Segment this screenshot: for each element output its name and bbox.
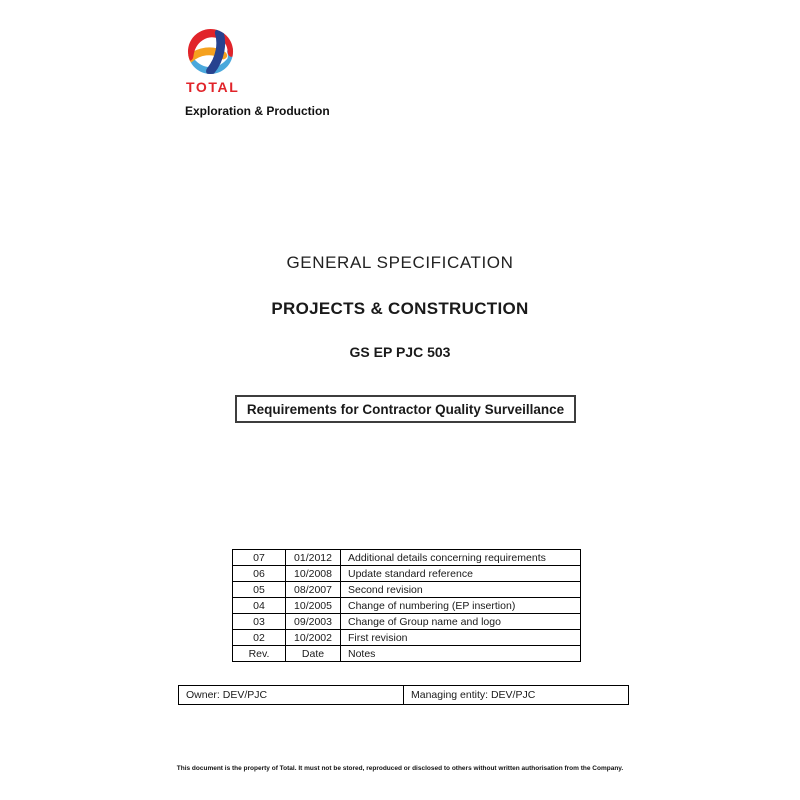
- managing-entity-cell: Managing entity: DEV/PJC: [404, 686, 629, 705]
- revision-cell: 10/2008: [286, 566, 341, 582]
- doc-code-title: GS EP PJC 503: [349, 344, 451, 360]
- general-specification-title: GENERAL SPECIFICATION: [286, 253, 514, 272]
- revision-cell: Notes: [341, 646, 581, 662]
- revision-row: [233, 598, 581, 614]
- revision-row: [233, 582, 581, 598]
- ownership-table: [178, 685, 629, 705]
- revision-cell: Change of Group name and logo: [341, 614, 581, 630]
- revision-cell: Additional details concerning requirements: [341, 550, 581, 566]
- revision-row: [233, 630, 581, 646]
- revision-cell: 03: [233, 614, 286, 630]
- revision-cell: 01/2012: [286, 550, 341, 566]
- total-globe-icon: [187, 28, 234, 75]
- revision-cell: 05: [233, 582, 286, 598]
- revision-cell: Second revision: [341, 582, 581, 598]
- revision-row: [233, 646, 581, 662]
- revision-cell: 10/2002: [286, 630, 341, 646]
- revision-table-body: [233, 550, 581, 662]
- revision-cell: Change of numbering (EP insertion): [341, 598, 581, 614]
- revision-row: [233, 550, 581, 566]
- revision-row: [233, 614, 581, 630]
- revision-cell: 02: [233, 630, 286, 646]
- department-title: PROJECTS & CONSTRUCTION: [271, 299, 529, 318]
- revision-cell: First revision: [341, 630, 581, 646]
- revision-cell: 07: [233, 550, 286, 566]
- revision-row: [233, 566, 581, 582]
- revision-cell: 08/2007: [286, 582, 341, 598]
- total-wordmark: TOTAL: [186, 79, 240, 95]
- subject-title: Requirements for Contractor Quality Surveillance: [246, 401, 565, 417]
- revision-cell: 04: [233, 598, 286, 614]
- division-label: Exploration & Production: [185, 104, 330, 118]
- subject-box: [235, 395, 576, 423]
- revision-cell: 09/2003: [286, 614, 341, 630]
- revision-cell: Date: [286, 646, 341, 662]
- revision-cell: Rev.: [233, 646, 286, 662]
- ownership-row: [179, 686, 629, 705]
- footer-notice: This document is the property of Total. It must not be stored, reproduced or disclosed to others without written authorisation from the Company.: [176, 765, 624, 772]
- revision-table: [232, 549, 581, 662]
- brand-block: [185, 28, 330, 118]
- revision-cell: Update standard reference: [341, 566, 581, 582]
- revision-cell: 06: [233, 566, 286, 582]
- owner-cell: Owner: DEV/PJC: [179, 686, 404, 705]
- revision-cell: 10/2005: [286, 598, 341, 614]
